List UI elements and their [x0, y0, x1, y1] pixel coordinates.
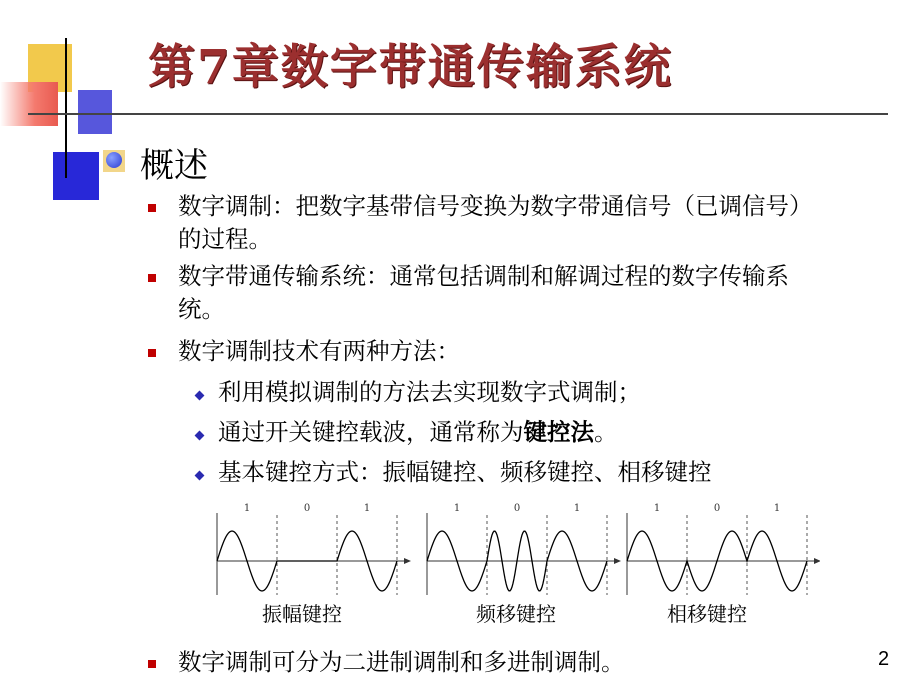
decor-vertical-line [65, 38, 67, 178]
bullet-line: 数字带通传输系统：通常包括调制和解调过程的数字传输系 [178, 262, 789, 290]
bullet-line: 数字调制可分为二进制调制和多进制调制。 [178, 648, 625, 676]
caption-psk: 相移键控 [667, 602, 747, 626]
decor-red-gradient [0, 82, 58, 126]
sub-bullet-text-after: 。 [594, 418, 618, 446]
bullet-line: 的过程。 [178, 225, 272, 253]
x-axis-arrow [614, 558, 621, 564]
bit-label: 1 [363, 503, 371, 514]
page-number: 2 [878, 648, 890, 670]
bit-label: 1 [573, 503, 581, 514]
square-bullet-icon [148, 274, 156, 282]
bit-label: 1 [453, 503, 461, 514]
bit-label: 0 [303, 503, 311, 514]
x-axis-arrow [814, 558, 820, 564]
keying-method-term: 键控法 [523, 418, 594, 446]
bit-label: 1 [773, 503, 781, 514]
bullet-line: 数字调制技术有两种方法： [178, 337, 460, 365]
caption-ask: 振幅键控 [262, 602, 342, 626]
decor-blue-square [53, 152, 99, 200]
bit-label: 1 [653, 503, 661, 514]
slide-title: 第7章数字带通传输系统 [148, 40, 673, 95]
caption-fsk: 频移键控 [476, 602, 556, 626]
sub-bullet-text [218, 416, 618, 449]
square-bullet-icon [148, 349, 156, 357]
bullet-line: 数字调制：把数字基带信号变换为数字带通信号（已调信号） [178, 192, 813, 220]
title-underline [28, 113, 888, 115]
round-bullet-icon [106, 152, 122, 168]
bullet-line: 统。 [178, 295, 225, 323]
sub-bullet-text: 基本键控方式：振幅键控、频移键控、相移键控 [218, 458, 712, 486]
sub-bullet-text: 利用模拟调制的方法去实现数字式调制； [218, 378, 641, 406]
bit-label: 0 [713, 503, 721, 514]
sub-bullet-text-before: 通过开关键控载波，通常称为 [218, 418, 524, 446]
heading-text: 概述 [140, 146, 208, 186]
square-bullet-icon [148, 204, 156, 212]
modulation-figure [200, 495, 820, 634]
diamond-bullet-icon [195, 391, 205, 401]
diamond-bullet-icon [195, 431, 205, 441]
x-axis-arrow [404, 558, 411, 564]
square-bullet-icon [148, 660, 156, 668]
decor-blue-square-small [78, 90, 112, 134]
diamond-bullet-icon [195, 471, 205, 481]
bit-label: 1 [243, 503, 251, 514]
bit-label: 0 [513, 503, 521, 514]
